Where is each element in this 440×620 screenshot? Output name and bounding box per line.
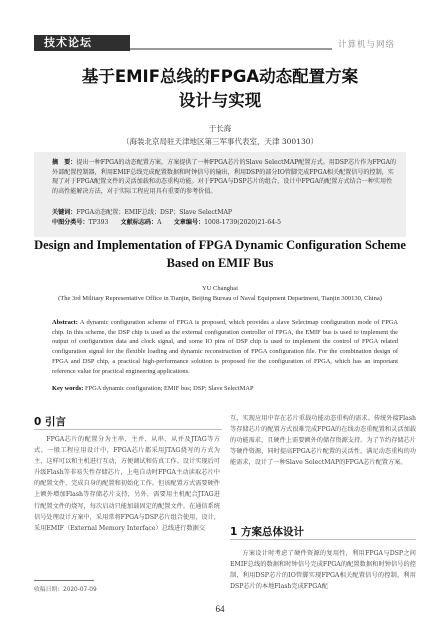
- left-column: [34, 434, 220, 534]
- author-cn: 于长海: [208, 124, 232, 133]
- keywords-en-label: Key words:: [52, 385, 84, 392]
- section-name: 计算机与网络: [338, 40, 396, 50]
- keywords-en: [52, 385, 398, 392]
- footnote-rule: [34, 580, 94, 581]
- article-id-value: 1008-1739(2020)21-64-5: [204, 219, 282, 226]
- keywords-cn-text: FPGA动态配置；EMIF总线；DSP；Slave SelectMAP: [76, 209, 232, 216]
- clc-value: TP393: [88, 219, 109, 226]
- doc-code-value: A: [157, 219, 162, 226]
- keywords-cn: [52, 208, 398, 218]
- doc-code-label: 文献标志码：: [120, 219, 158, 226]
- affiliation-en: (The 3rd Military Representative Office in Tianjin, Beijing Bureau of Naval Equipment Department, Tianjin 300130, China): [58, 295, 382, 302]
- author-en: YU Changhai: [202, 285, 238, 292]
- title-en-line2: Based on EMIF Bus: [166, 256, 274, 270]
- section-heading-overall-design: 1 方案总体设计: [230, 526, 304, 538]
- title-en-line1: Design and Implementation of FPGA Dynamic Configuration Scheme: [34, 238, 406, 252]
- page-number: 64: [215, 604, 225, 614]
- keywords-en-text: FPGA dynamic configuration; EMIF bus; DSP; Slave SelectMAP: [85, 385, 254, 392]
- right-column-top: [230, 413, 416, 468]
- abstract-en: [52, 318, 398, 376]
- section-heading-introduction: 0 引言: [34, 416, 66, 428]
- right-top-paragraph: 互，实现应用中存在芯片重载功能动态重构的需求。传统外接Flash等存储芯片的配置方式很难完成FPGA的在线动态重配置和灵活加载的功能需求，且硬件上需要额外的储存资源支持。为了节约存储芯片等硬件资源，同时提高FPGA芯片配置的灵活性，满足动态重构的功能需求，设计了一种Slave SelectMAP的FPGA芯片配置方案。: [230, 415, 416, 467]
- keywords-cn-label: 关键词：: [52, 209, 77, 216]
- abstract-cn-label: 摘 要：: [52, 159, 77, 166]
- abstract-en-text: A dynamic configuration scheme of FPGA is proposed, which provides a slave Selectmap configuration mode of FPGA chip. In this scheme, the DSP chip is used as the external configuration controller of FPGA, the EMIF bus is used to implement the output of configuration data and clock signal, and some IO pins of DSP chip is used to implement the control of FPGA related configuration signal for the flexible loading and dynamic reconstruction of FPGA configuration file. For the combination design of FPGA and DSP chip, a practical high-performance solution is proposed for the configuration of FPGA, which has an important reference value for practical engineering applications.: [52, 319, 399, 375]
- title-cn-line1: 基于EMIF总线的FPGA动态配置方案: [81, 67, 359, 86]
- design-paragraph: 方案设计时考虑了硬件资源的复用性，利用FPGA与DSP之间EMIF总线的数据和时钟信号完成FPGA的配置数据和时钟信号的控制，利用DSP芯片的IO管脚实现FPGA相关配置信号的控制，利用DSP芯片的本地Flash完成FPGA配: [230, 550, 416, 591]
- intro-paragraph: FPGA芯片的配置分为主串、主并、从串、从并及JTAG等方式。一般工程应用设计中，FPGA芯片都采用JTAG烧写的方式为主，这样可以和主机进行互动，方便调试和仿真工作。设计实现后可升级Flash等非易失性存储芯片，上电自动时FPGA主动读取芯片中的配置文件，完成自身的配置和初始化工作。但该配置方式需要硬件上额外增加Flash等存储芯片支持，另外，需要用主机配合JTAG进行配置文件的烧写，每次启动只能加载固定的配置文件。在通信系统信号处理设计方案中，采用常将FPGA与DSP芯片组合使用，设计，采用EMIF（External Memory Interface）总线进行数据交: [34, 436, 220, 532]
- classification-cn: [52, 218, 398, 228]
- right-column-bottom: [230, 548, 416, 592]
- section-rule: [230, 539, 416, 540]
- title-cn-line2: 设计与实现: [178, 91, 262, 110]
- abstract-cn-text: 提出一种FPGA的动态配置方案，方案提供了一种FPGA芯片的Slave SelectMAP配置方式。用DSP芯片作为FPGA的外部配置控制器，利用EMIF总线完成配置数据和时钟信号的输出，利用DSP的部分IO管脚完成FPGA相关配置信号的控制，实现了对于FPGA配置文件的灵活加载和动态重构功能。对于FPGA与DSP芯片的组合，设计中FPGA的配置方式结合一种实用性的高性能解决方法，对于实际工程应用具有重要的参考价值。: [52, 159, 397, 195]
- header-rule: [130, 48, 332, 50]
- column-tag: 技术论坛: [34, 35, 130, 51]
- affiliation-cn: （海装北京局驻天津地区第三军事代表室，天津 300130）: [121, 137, 318, 146]
- abstract-en-label: Abstract:: [52, 319, 78, 326]
- article-id-label: 文章编号：: [173, 219, 205, 226]
- abstract-cn: [52, 158, 398, 196]
- section-rule: [34, 429, 222, 430]
- clc-label: 中图分类号：: [52, 219, 89, 226]
- received-date: 收稿日期：2020-07-09: [34, 587, 97, 593]
